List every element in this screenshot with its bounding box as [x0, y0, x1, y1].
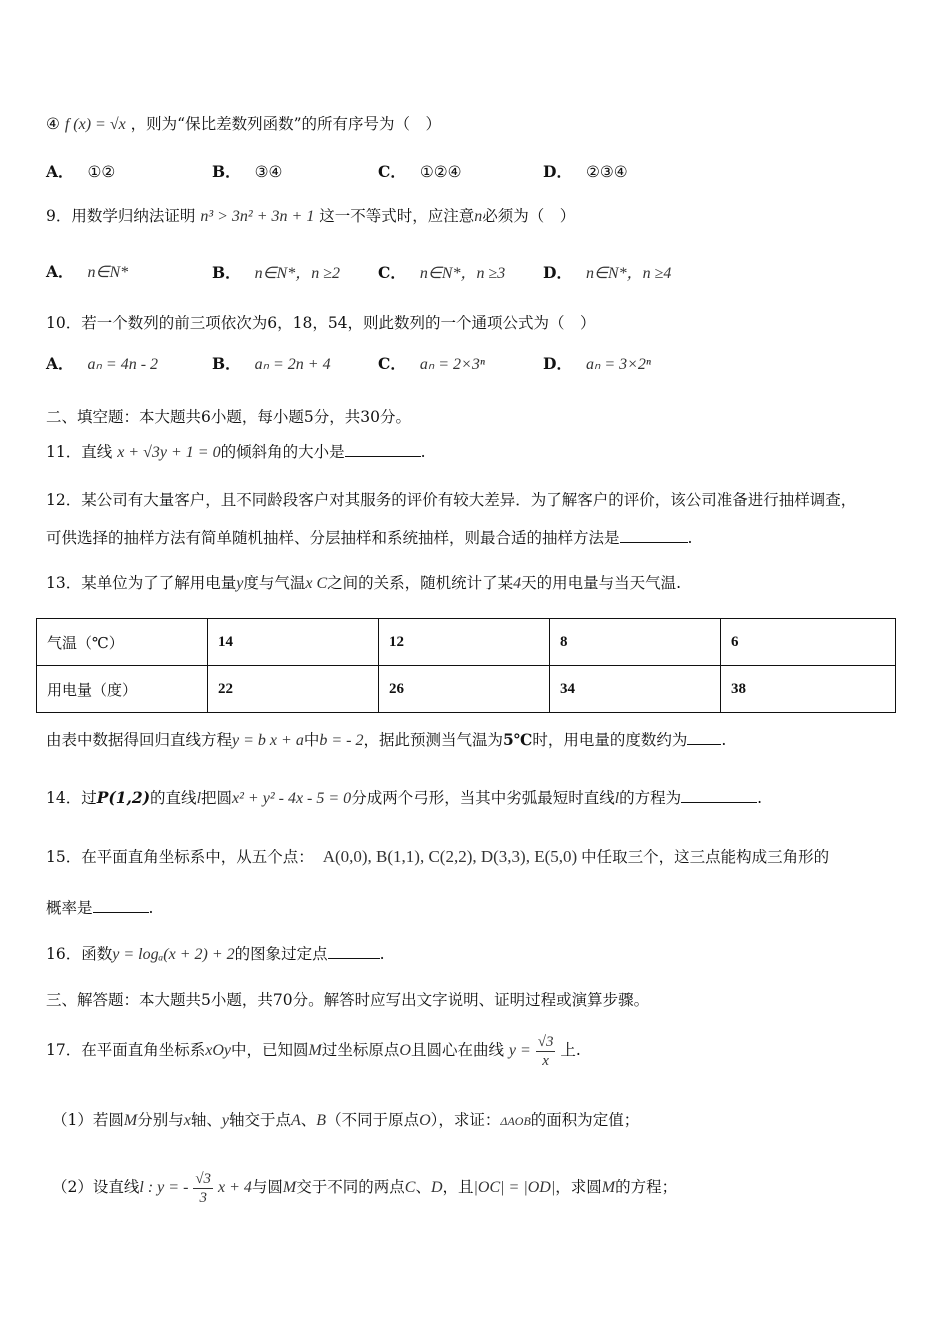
q9-stem: 9．用数学归纳法证明 n³ > 3n² + 3n + 1 这一不等式时，应注意n必须为（ ） [46, 207, 576, 225]
q13-stem: 13．某单位为了了解用电量y度与气温x C之间的关系，随机统计了某4天的用电量与当天气温. [46, 574, 682, 592]
table-cell: 22 [208, 666, 379, 713]
b-hat-value: b = - 2 [319, 732, 364, 749]
table-header-temp: 气温（℃） [37, 619, 208, 666]
q9-option-a: A． n∈N* [46, 262, 129, 281]
q14-answer-blank [681, 788, 757, 803]
q8-func-math: f (x) = √x [64, 116, 126, 133]
log-function: y = logₐ(x + 2) + 2 [112, 946, 235, 963]
table-header-power: 用电量（度） [37, 666, 208, 713]
q15-line1: 15．在平面直角坐标系中，从五个点： A(0,0), B(1,1), C(2,2), D(3,3), E(5,0) 中任取三个，这三点能构成三角形的 [46, 847, 830, 866]
regression-equation: y = b x + a [232, 732, 304, 749]
q15-answer-blank [93, 898, 149, 913]
table-cell: 38 [721, 666, 896, 713]
q16: 16．函数y = logₐ(x + 2) + 2的图象过定点 . [46, 945, 385, 963]
q8-text: ，则为“保比差数列函数”的所有序号为（ ） [130, 115, 442, 133]
section-3-heading: 三、解答题：本大题共5小题，共70分。解答时应写出文字说明、证明过程或演算步骤。 [46, 991, 650, 1009]
q17-stem: 17．在平面直角坐标系xOy中，已知圆M过坐标原点O且圆心在曲线 y = $\frac{√3}{x}$ 上. [46, 1033, 581, 1069]
circled-4: ④ [46, 115, 60, 133]
table-cell: 26 [379, 666, 550, 713]
q15-line2: 概率是 . [46, 899, 154, 917]
q14: 14．过P(1,2)的直线l把圆x² + y² - 4x - 5 = 0分成两个弓形，当其中劣弧最短时直线l的方程为 . [46, 788, 763, 807]
q13-answer-blank [687, 730, 721, 745]
table-row [37, 666, 896, 713]
table-cell: 8 [550, 619, 721, 666]
table-cell: 34 [550, 666, 721, 713]
curve-fraction: $\frac{√3}{x}$ [537, 1033, 554, 1069]
q8-option-a: A． ①② [46, 162, 116, 181]
table-row [37, 619, 896, 666]
q11: 11．直线 x + √3y + 1 = 0的倾斜角的大小是 . [46, 443, 426, 461]
q12-line2: 可供选择的抽样方法有简单随机抽样、分层抽样和系统抽样，则最合适的抽样方法是 . [46, 529, 693, 547]
q11-line-math: x + √3y + 1 = 0 [117, 444, 221, 461]
five-points: A(0,0), B(1,1), C(2,2), D(3,3), E(5,0) [322, 847, 578, 866]
q16-answer-blank [328, 944, 380, 959]
q10-option-d: D． aₙ = 3×2ⁿ [543, 354, 651, 373]
q17-part2: （2）设直线l : y = - $\frac{√3}{3}$ x + 4与圆M交于不同的两点C、D，且|OC| = |OD|，求圆M的方程； [52, 1170, 678, 1206]
q17-part1: （1）若圆M分别与x轴、y轴交于点A、B（不同于原点O），求证：ΔAOB的面积为定值； [52, 1111, 640, 1129]
q10-option-a: A． aₙ = 4n - 2 [46, 354, 159, 373]
q9-option-b: B． n∈N*，n ≥2 [212, 263, 341, 282]
q12-answer-blank [620, 528, 688, 543]
q8-option-d: D． ②③④ [543, 162, 628, 181]
q10-option-c: C． aₙ = 2×3ⁿ [378, 354, 485, 373]
q8-option-b: B． ③④ [212, 162, 283, 181]
table-cell: 14 [208, 619, 379, 666]
q13-data-table [36, 618, 896, 713]
section-2-heading: 二、填空题：本大题共6小题，每小题5分，共30分。 [46, 408, 411, 426]
q9-inequality-math: n³ > 3n² + 3n + 1 [200, 208, 315, 225]
q8-option-c: C． ①②④ [378, 162, 462, 181]
q10-option-b: B． aₙ = 2n + 4 [212, 354, 331, 373]
table-cell: 12 [379, 619, 550, 666]
q11-answer-blank [345, 442, 421, 457]
q13-after: 由表中数据得回归直线方程y = b x + a中b = - 2，据此预测当气温为5℃时，用电量的度数约为 . [46, 730, 727, 749]
slope-fraction: $\frac{√3}{3}$ [195, 1170, 212, 1206]
q10-stem: 10．若一个数列的前三项依次为6，18，54，则此数列的一个通项公式为（ ） [46, 314, 596, 332]
q9-option-c: C． n∈N*，n ≥3 [378, 263, 506, 282]
q12-line1: 12．某公司有大量客户，且不同龄段客户对其服务的评价有较大差异．为了解客户的评价，该公司准备进行抽样调查， [46, 491, 857, 509]
circle-equation: x² + y² - 4x - 5 = 0 [232, 790, 352, 807]
q9-option-d: D． n∈N*，n ≥4 [543, 263, 672, 282]
q8-tail-line [46, 112, 441, 137]
table-cell: 6 [721, 619, 896, 666]
